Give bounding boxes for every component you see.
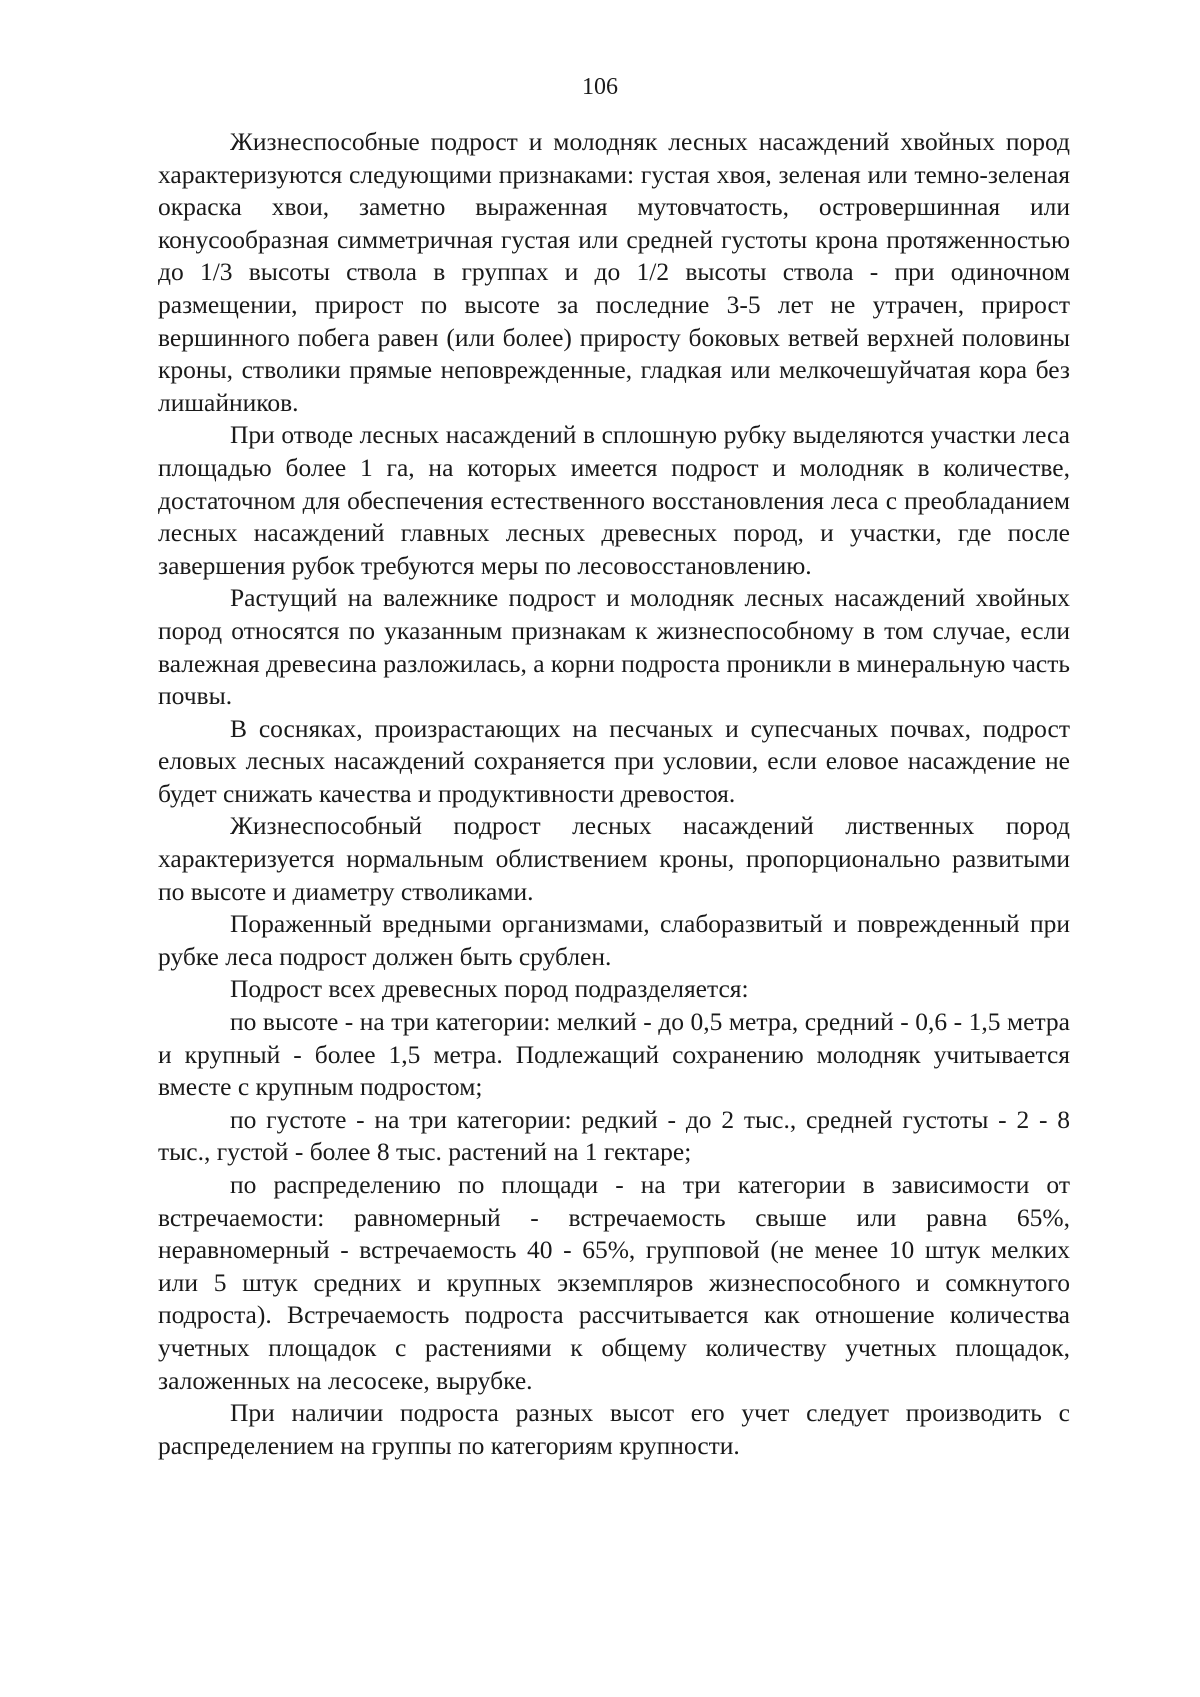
paragraph-by-height: по высоте - на три категории: мелкий - до 0,5 метра, средний - 0,6 - 1,5 метра и крупный - более 1,5 метра. Подлежащий сохранению молодняк учитывается вместе с крупным подростом; [158, 1007, 1070, 1102]
page-number: 106 [582, 74, 618, 100]
paragraph-deciduous-undergrowth: Жизнеспособный подрост лесных насаждений лиственных пород характеризуется нормальным облиствением кроны, пропорционально развитыми по высоте и диаметру стволиками. [158, 811, 1070, 906]
paragraph-deadwood-undergrowth: Растущий на валежнике подрост и молодняк лесных насаждений хвойных пород относятся по указанным признакам к жизнеспособному в том случае, если валежная древесина разложилась, а корни подроста проникли в минеральную часть почвы. [158, 583, 1070, 711]
paragraph-pine-stands: В сосняках, произрастающих на песчаных и супесчаных почвах, подрост еловых лесных насаждений сохраняется при условии, если еловое насаждение не будет снижать качества и продуктивности древостоя. [158, 713, 1070, 808]
paragraph-accounting-by-height-groups: При наличии подроста разных высот его учет следует производить с распределением на группы по категориям крупности. [158, 1398, 1070, 1460]
document-body [158, 126, 1070, 1462]
paragraph-viable-conifer-undergrowth: Жизнеспособные подрост и молодняк лесных насаждений хвойных пород характеризуются следующими признаками: густая хвоя, зеленая или темно-зеленая окраска хвои, заметно выраженная мутовчатость, островершинная или конусообразная симметричная густая или средней густоты крона протяженностью до 1/3 высоты ствола в группах и до 1/2 высоты ствола - при одиночном размещении, прирост по высоте за последние 3-5 лет не утрачен, прирост вершинного побега равен (или более) приросту боковых ветвей верхней половины кроны, стволики прямые неповрежденные, гладкая или мелкочешуйчатая кора без лишайников. [158, 127, 1070, 417]
paragraph-by-distribution: по распределению по площади - на три категории в зависимости от встречаемости: равномерный - встречаемость свыше или равна 65%, неравномерный - встречаемость 40 - 65%, групповой (не менее 10 штук мелких или 5 штук средних и крупных экземпляров жизнеспособного и сомкнутого подроста). Встречаемость подроста рассчитывается как отношение количества учетных площадок с растениями к общему количеству учетных площадок, заложенных на лесосеке, вырубке. [158, 1170, 1070, 1395]
paragraph-by-density: по густоте - на три категории: редкий - до 2 тыс., средней густоты - 2 - 8 тыс., густой - более 8 тыс. растений на 1 гектаре; [158, 1104, 1070, 1167]
paragraph-classification-intro: Подрост всех древесных пород подразделяется: [230, 974, 749, 1004]
paragraph-damaged-undergrowth: Пораженный вредными организмами, слаборазвитый и поврежденный при рубке леса подрост должен быть срублен. [158, 909, 1070, 971]
paragraph-clear-cutting-allotment: При отводе лесных насаждений в сплошную рубку выделяются участки леса площадью более 1 га, на которых имеется подрост и молодняк в количестве, достаточном для обеспечения естественного восстановления леса с преобладанием лесных насаждений главных лесных древесных пород, и участки, где после завершения рубок требуются меры по лесовосстановлению. [158, 420, 1070, 580]
